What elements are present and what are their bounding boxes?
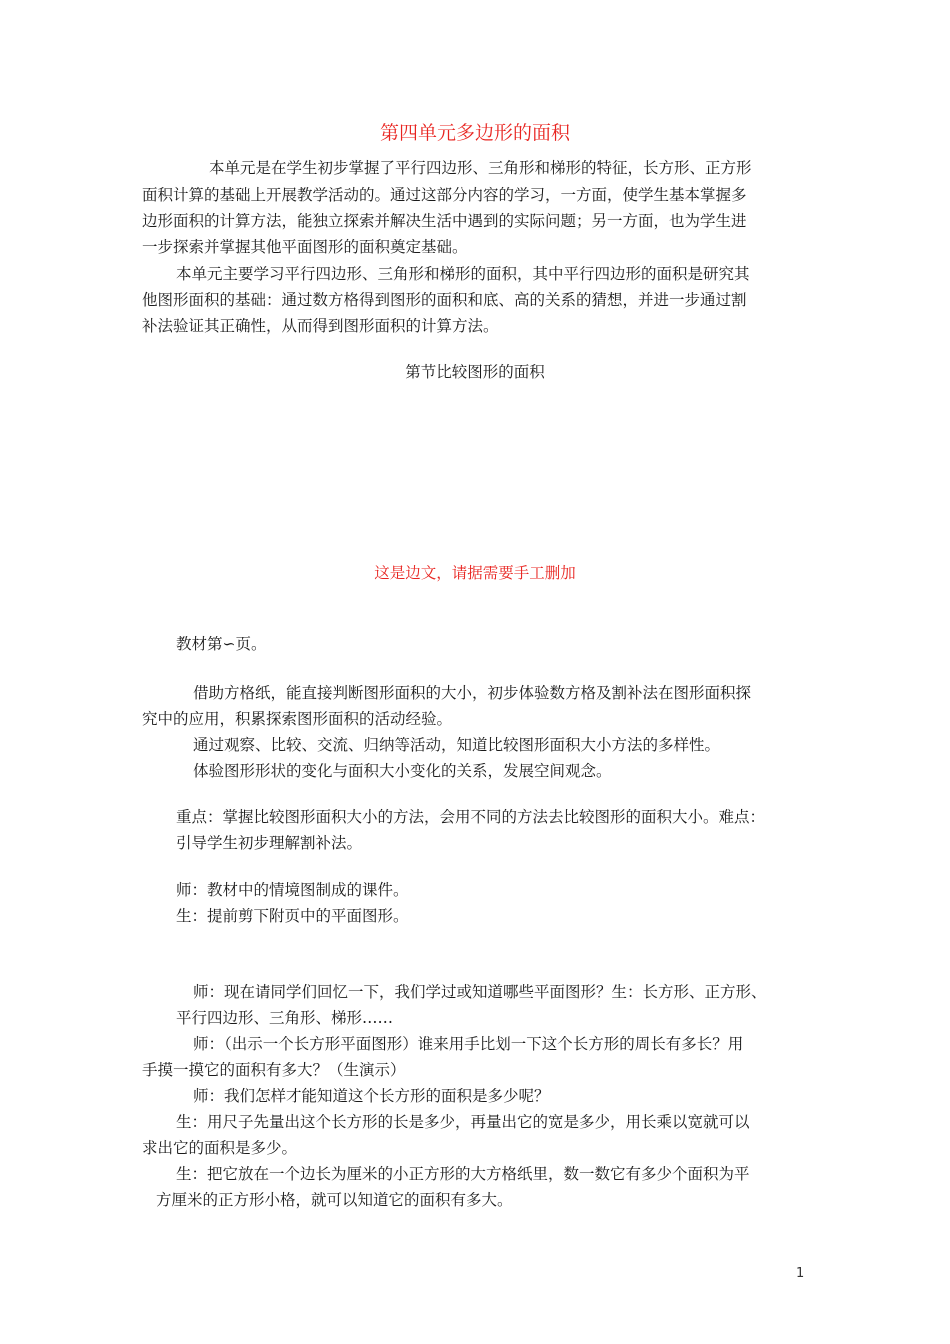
objective-line: 体验图形形状的变化与面积大小变化的关系，发展空间观念。	[193, 762, 612, 780]
intro-line: 补法验证其正确性，从而得到图形面积的计算方法。	[142, 317, 499, 335]
intro-line: 他图形面积的基础：通过数方格得到图形的面积和底、高的关系的猜想，并进一步通过割	[142, 291, 747, 309]
key-point-line: 重点：掌握比较图形面积大小的方法，会用不同的方法去比较图形的面积大小。难点：	[176, 808, 766, 826]
dialogue-line: 师：我们怎样才能知道这个长方形的面积是多少呢？	[193, 1087, 550, 1105]
intro-line: 边形面积的计算方法，能独立探索并解决生活中遇到的实际问题；另一方面，也为学生进	[142, 212, 747, 230]
page-number: 1	[796, 1266, 805, 1281]
intro-line: 本单元主要学习平行四边形、三角形和梯形的面积，其中平行四边形的面积是研究其	[176, 265, 750, 283]
dialogue-line: 师：现在请同学们回忆一下，我们学过或知道哪些平面图形？生：长方形、正方形、	[193, 983, 767, 1001]
dialogue-line: 方厘米的正方形小格，就可以知道它的面积有多大。	[156, 1191, 513, 1209]
margin-note: 这是边文，请据需要手工删加	[374, 564, 576, 582]
objective-line: 借助方格纸，能直接判断图形面积的大小，初步体验数方格及割补法在图形面积探	[193, 684, 752, 702]
dialogue-line: 生：把它放在一个边长为厘米的小正方形的大方格纸里，数一数它有多少个面积为平	[176, 1165, 750, 1183]
preparation-line: 生：提前剪下附页中的平面图形。	[176, 907, 409, 925]
objective-line: 通过观察、比较、交流、归纳等活动，知道比较图形面积大小方法的多样性。	[193, 736, 721, 754]
preparation-line: 师：教材中的情境图制成的课件。	[176, 881, 409, 899]
dialogue-line: 求出它的面积是多少。	[142, 1139, 298, 1157]
key-point-line: 引导学生初步理解割补法。	[176, 834, 363, 852]
intro-line: 面积计算的基础上开展教学活动的。通过这部分内容的学习，一方面，使学生基本掌握多	[142, 186, 747, 204]
section-title: 第节比较图形的面积	[405, 363, 545, 381]
dialogue-line: 生：用尺子先量出这个长方形的长是多少，再量出它的宽是多少，用长乘以宽就可以	[176, 1113, 750, 1131]
textbook-page: 教材第∽页。	[176, 635, 267, 653]
document-title: 第四单元多边形的面积	[379, 122, 570, 144]
intro-line: 一步探索并掌握其他平面图形的面积奠定基础。	[142, 238, 468, 256]
dialogue-line: 手摸一摸它的面积有多大？（生演示）	[142, 1061, 406, 1079]
intro-line: 本单元是在学生初步掌握了平行四边形、三角形和梯形的特征，长方形、正方形	[209, 159, 752, 177]
dialogue-line: 师：（出示一个长方形平面图形）谁来用手比划一下这个长方形的周长有多长？用	[193, 1035, 744, 1053]
objective-line: 究中的应用，积累探索图形面积的活动经验。	[142, 710, 453, 728]
dialogue-line: 平行四边形、三角形、梯形……	[176, 1009, 394, 1027]
